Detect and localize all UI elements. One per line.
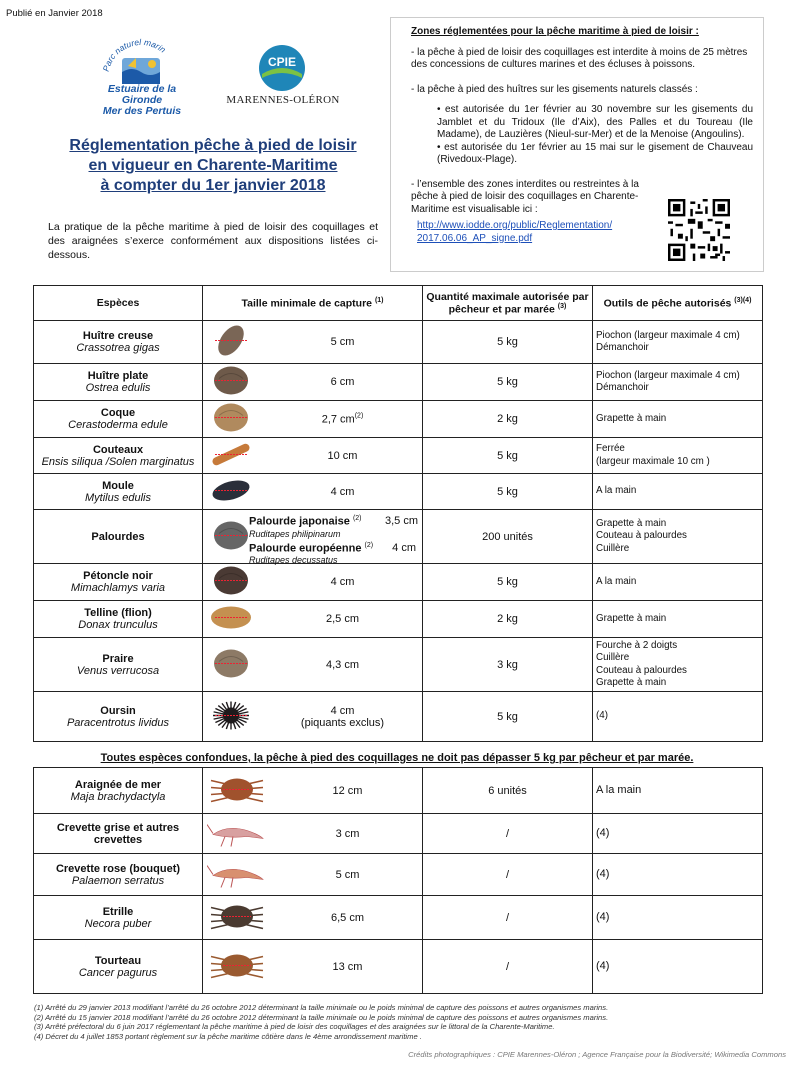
max-quantity: /: [423, 814, 593, 854]
max-quantity: 2 kg: [423, 601, 593, 638]
min-size: 5 cm: [335, 868, 360, 881]
tools: A la main: [593, 564, 763, 601]
zones-p3: - l’ensemble des zones interdites ou restreintes à la pêche à pied de loisir des coquillages en Charente-Maritime est visualisable ici :: [411, 178, 639, 215]
tools: Grapette à main Couteau à palourdes Cuillère: [593, 510, 763, 564]
shellfish-table: [33, 285, 763, 742]
taille-cell: Palourde japonaise $^{(2)}$ Ruditapes philipinarum Palourde européenne $^{(2)}$ Ruditapes decussatus 3,5 cm 4 cm: [203, 510, 423, 564]
shellfish-row: [34, 601, 763, 638]
taille-cell: [203, 940, 423, 994]
min-size: 4 cm: [330, 485, 355, 498]
palourde-image: [207, 519, 255, 554]
tools: A la main: [593, 474, 763, 510]
shellfish-row: [34, 364, 763, 401]
min-size: 6,5 cm: [330, 911, 364, 924]
max-quantity: 6 unités: [423, 768, 593, 814]
zones-p1: - la pêche à pied de loisir des coquillages est interdite à moins de 25 mètres des concessions de cultures marines et des écluses à poissons.: [411, 46, 748, 70]
header-especes: Espèces: [34, 286, 203, 321]
crustaceans-table: [33, 767, 763, 994]
taille-cell: [203, 768, 423, 814]
header-quantite: Quantité maximale autorisée par pêcheur et par marée $^{(3)}$: [423, 286, 593, 321]
total-limit-note: Toutes espèces confondues, la pêche à pied des coquillages ne doit pas dépasser 5 kg par pêcheur et par marée.: [100, 752, 694, 764]
intro-text: La pratique de la pêche maritime à pied de loisir des coquillages et des araignées s’exerce conformément aux dispositions listées ci-dessous.: [48, 221, 378, 261]
header-outils: Outils de pêche autorisés $^{(3)(4)}$: [593, 286, 763, 321]
parc-naturel-marin-name: Estuaire de la Gironde Mer des Pertuis: [102, 83, 182, 117]
species-name: Praire Venus verrucosa: [34, 638, 203, 692]
min-size: 3 cm: [335, 827, 360, 840]
taille-cell: [203, 692, 423, 742]
crustacean-row: [34, 854, 763, 896]
max-quantity: 200 unités: [423, 510, 593, 564]
pnm-arc-text: Parc naturel marin: [100, 36, 168, 73]
taille-cell: [203, 638, 423, 692]
species-image: [207, 699, 255, 734]
max-quantity: 2 kg: [423, 401, 593, 438]
tools: (4): [593, 854, 763, 896]
crustacean-row: [34, 940, 763, 994]
min-size: 4,3 cm: [325, 658, 359, 671]
min-size: 2,7 $cm^{(2)}$: [321, 412, 364, 426]
crustacean-row: [34, 896, 763, 940]
species-image: [207, 438, 255, 473]
species-image: [207, 402, 255, 437]
species-name: Couteaux Ensis siliqua /Solen marginatus: [34, 438, 203, 474]
taille-cell: [203, 896, 423, 940]
taille-cell: [203, 854, 423, 896]
max-quantity: 5 kg: [423, 438, 593, 474]
taille-cell: [203, 564, 423, 601]
species-name: Araignée de mer Maja brachydactyla: [34, 768, 203, 814]
crustacean-row: [34, 768, 763, 814]
taille-cell: [203, 401, 423, 438]
species-image: [207, 647, 255, 682]
tools: (4): [593, 896, 763, 940]
max-quantity: 5 kg: [423, 474, 593, 510]
shellfish-row: [34, 564, 763, 601]
species-name: Moule Mytilus edulis: [34, 474, 203, 510]
footnotes: (1) Arrêté du 29 janvier 2013 modifiant l’arrêté du 26 octobre 2012 déterminant la taille minimale ou le poids minimal de capture des poissons et autres organismes marins. (2) Arrêté du 15 janvier 2018 modifiant l’arrêté du 26 octobre 2012 déterminant la taille minimale ou le poids minimal de capture des poissons et autres organismes marins. (3) Arrêté préfectoral du 6 juin 2017 réglementant la pêche maritime à pied de loisir des coquillages et des araignées sur le littoral de la Charente-Maritime. (4) Décret du 4 juillet 1853 portant règlement sur la pêche maritime côtière dans le 4ème arrondissement maritime .: [34, 1003, 609, 1041]
tools: Fourche à 2 doigts Cuillère Couteau à palourdes Grapette à main: [593, 638, 763, 692]
species-name: Huître plate Ostrea edulis: [34, 364, 203, 401]
min-size: 13 cm: [332, 960, 363, 973]
tools: (4): [593, 940, 763, 994]
palourde-europeenne-name: Palourde européenne: [249, 542, 362, 555]
shellfish-row: [34, 438, 763, 474]
shellfish-row: [34, 692, 763, 742]
taille-cell: [203, 474, 423, 510]
max-quantity: 5 kg: [423, 321, 593, 364]
zones-title: Zones réglementées pour la pêche maritime à pied de loisir :: [411, 26, 699, 37]
max-quantity: /: [423, 854, 593, 896]
zones-link[interactable]: http://www.iodde.org/public/Reglementation/2017.06.06_AP_signe.pdf: [417, 220, 613, 244]
tools: Ferrée (largeur maximale 10 cm ): [593, 438, 763, 474]
page-title: Réglementation pêche à pied de loisir en vigueur en Charente-Maritime à compter du 1er janvier 2018: [69, 137, 357, 194]
min-size: 4 cm (piquants exclus): [300, 704, 385, 729]
species-name: Palourdes: [34, 510, 203, 564]
max-quantity: /: [423, 940, 593, 994]
cpie-initials: CPIE: [267, 55, 297, 69]
zones-bullet-1: • est autorisée du 1er février au 30 novembre sur les gisements du Jamblet et du Tridoux (Ile d’Aix), des Palles et du Toureau (Ile Madame), de Lauzières (Nieul-sur-Mer) et de la Menoise (Angoulins).: [437, 104, 753, 140]
qr-code[interactable]: [668, 199, 730, 261]
crustacean-row: [34, 814, 763, 854]
zones-p2: - la pêche à pied des huîtres sur les gisements naturels classés :: [411, 83, 698, 95]
photo-credits: Crédits photographiques : CPIE Marennes-Oléron ; Agence Française pour la Biodiversité; Wikimedia Commons: [408, 1050, 786, 1059]
palourde-japonaise-name: Palourde japonaise: [249, 515, 350, 528]
species-name: Oursin Paracentrotus lividus: [34, 692, 203, 742]
tools: Piochon (largeur maximale 4 cm) Démanchoir: [593, 364, 763, 401]
taille-cell: [203, 601, 423, 638]
palourde-japonaise-size: 3,5 cm: [384, 515, 418, 527]
max-quantity: 5 kg: [423, 564, 593, 601]
species-name: Crevette grise et autres crevettes: [34, 814, 203, 854]
tools: Grapette à main: [593, 601, 763, 638]
species-name: Telline (flion) Donax trunculus: [34, 601, 203, 638]
tools: Piochon (largeur maximale 4 cm) Démanchoir: [593, 321, 763, 364]
max-quantity: 3 kg: [423, 638, 593, 692]
species-image: [207, 948, 271, 985]
tools: (4): [593, 814, 763, 854]
cpie-logo: [258, 44, 306, 92]
shellfish-row: [34, 321, 763, 364]
tools: Grapette à main: [593, 401, 763, 438]
species-image: [207, 474, 255, 509]
species-name: Etrille Necora puber: [34, 896, 203, 940]
shellfish-row: [34, 638, 763, 692]
zones-bullet-2: • est autorisée du 1er février au 15 mai sur le gisement de Chauveau (Rivedoux-Plage).: [437, 141, 753, 165]
species-image: [207, 325, 255, 360]
max-quantity: 5 kg: [423, 364, 593, 401]
species-name: Tourteau Cancer pagurus: [34, 940, 203, 994]
taille-cell: [203, 364, 423, 401]
min-size: 4 cm: [330, 576, 355, 588]
min-size: 2,5 cm: [325, 613, 359, 625]
tools: A la main: [593, 768, 763, 814]
species-image: [207, 816, 267, 851]
species-image: [207, 772, 271, 809]
species-image: [207, 565, 255, 600]
max-quantity: 5 kg: [423, 692, 593, 742]
shellfish-row: [34, 510, 763, 564]
shellfish-row: [34, 474, 763, 510]
max-quantity: /: [423, 896, 593, 940]
species-name: Crevette rose (bouquet) Palaemon serratus: [34, 854, 203, 896]
tools: (4): [593, 692, 763, 742]
header-taille: Taille minimale de capture $^{(1)}$: [203, 286, 423, 321]
species-name: Pétoncle noir Mimachlamys varia: [34, 564, 203, 601]
shellfish-row: [34, 401, 763, 438]
species-image: [207, 899, 271, 936]
species-image: [207, 602, 255, 637]
species-name: Huître creuse Crassotrea gigas: [34, 321, 203, 364]
species-name: Coque Cerastoderma edule: [34, 401, 203, 438]
palourde-europeenne-size: 4 cm: [392, 542, 416, 554]
min-size: 12 cm: [332, 784, 363, 797]
species-image: [207, 365, 255, 400]
min-size: 10 cm: [327, 449, 358, 462]
taille-cell: [203, 438, 423, 474]
taille-cell: [203, 321, 423, 364]
cpie-name: MARENNES-OLÉRON: [226, 94, 340, 106]
published-date: Publié en Janvier 2018: [6, 8, 103, 19]
species-image: [207, 857, 267, 892]
min-size: 6 cm: [330, 376, 355, 388]
taille-cell: [203, 814, 423, 854]
min-size: 5 cm: [330, 336, 355, 348]
